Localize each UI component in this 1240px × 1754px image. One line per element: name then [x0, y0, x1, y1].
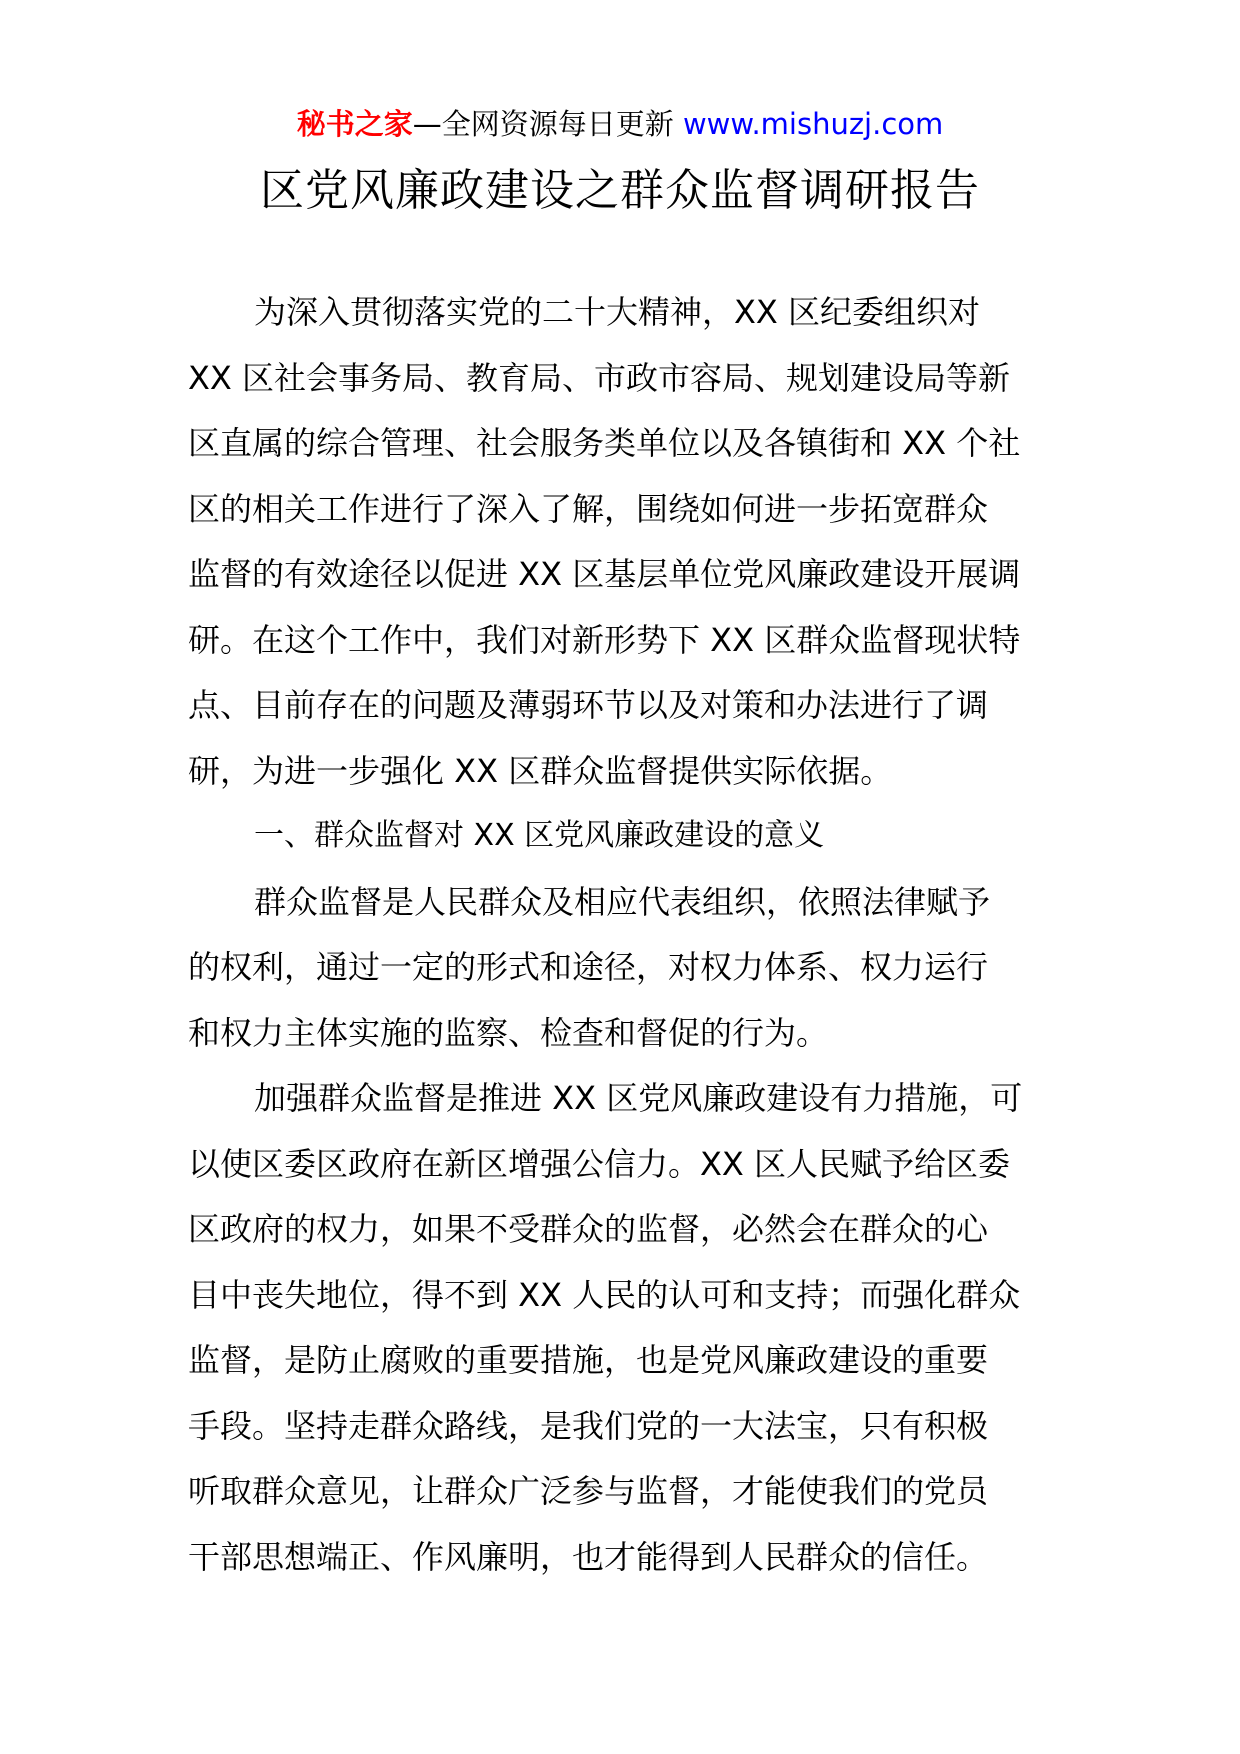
- site-brand: 秘书之家: [296, 107, 413, 141]
- body-line: 为深入贯彻落实党的二十大精神，XX 区纪委组织对: [254, 293, 981, 331]
- body-line: 区的相关工作进行了深入了解，围绕如何进一步拓宽群众: [188, 489, 989, 528]
- body-line: 的权利，通过一定的形式和途径，对权力体系、权力运行: [188, 948, 989, 986]
- site-tagline: —全网资源每日更新: [412, 107, 674, 141]
- body-line: 以使区委区政府在新区增强公信力。XX 区人民赋予给区委: [188, 1144, 1011, 1183]
- body-line: 群众监督是人民群众及相应代表组织，依照法律赋予: [254, 882, 991, 921]
- body-line: 听取群众意见，让群众广泛参与监督，才能使我们的党员: [188, 1472, 989, 1510]
- body-line: 区政府的权力，如果不受群众的监督，必然会在群众的心: [188, 1210, 989, 1248]
- body-line: 监督的有效途径以促进 XX 区基层单位党风廉政建设开展调: [188, 555, 1021, 593]
- body-line: XX 区社会事务局、教育局、市政市容局、规划建设局等新: [188, 358, 1011, 397]
- site-url-link[interactable]: www.mishuzj.com: [682, 107, 944, 141]
- document-title: 区党风廉政建设之群众监督调研报告: [260, 165, 980, 216]
- section-heading: 一、群众监督对 XX 区党风廉政建设的意义: [254, 818, 825, 853]
- body-line: 和权力主体实施的监察、检查和督促的行为。: [188, 1013, 829, 1052]
- site-banner: [0, 104, 1240, 144]
- body-line: 研。在这个工作中，我们对新形势下 XX 区群众监督现状特: [188, 620, 1021, 659]
- body-line: 区直属的综合管理、社会服务类单位以及各镇街和 XX 个社: [188, 424, 1021, 462]
- body-line: 研，为进一步强化 XX 区群众监督提供实际依据。: [188, 751, 893, 790]
- body-line: 监督，是防止腐败的重要措施，也是党风廉政建设的重要: [188, 1341, 989, 1379]
- document-body: [188, 290, 1058, 1600]
- body-line: 目中丧失地位，得不到 XX 人民的认可和支持；而强化群众: [188, 1275, 1021, 1314]
- body-line: 手段。坚持走群众路线，是我们党的一大法宝，只有积极: [188, 1406, 989, 1445]
- body-line: 点、目前存在的问题及薄弱环节以及对策和办法进行了调: [188, 686, 989, 724]
- body-line: 干部思想端正、作风廉明，也才能得到人民群众的信任。: [188, 1537, 989, 1576]
- body-line: 加强群众监督是推进 XX 区党风廉政建设有力措施，可: [254, 1079, 1023, 1117]
